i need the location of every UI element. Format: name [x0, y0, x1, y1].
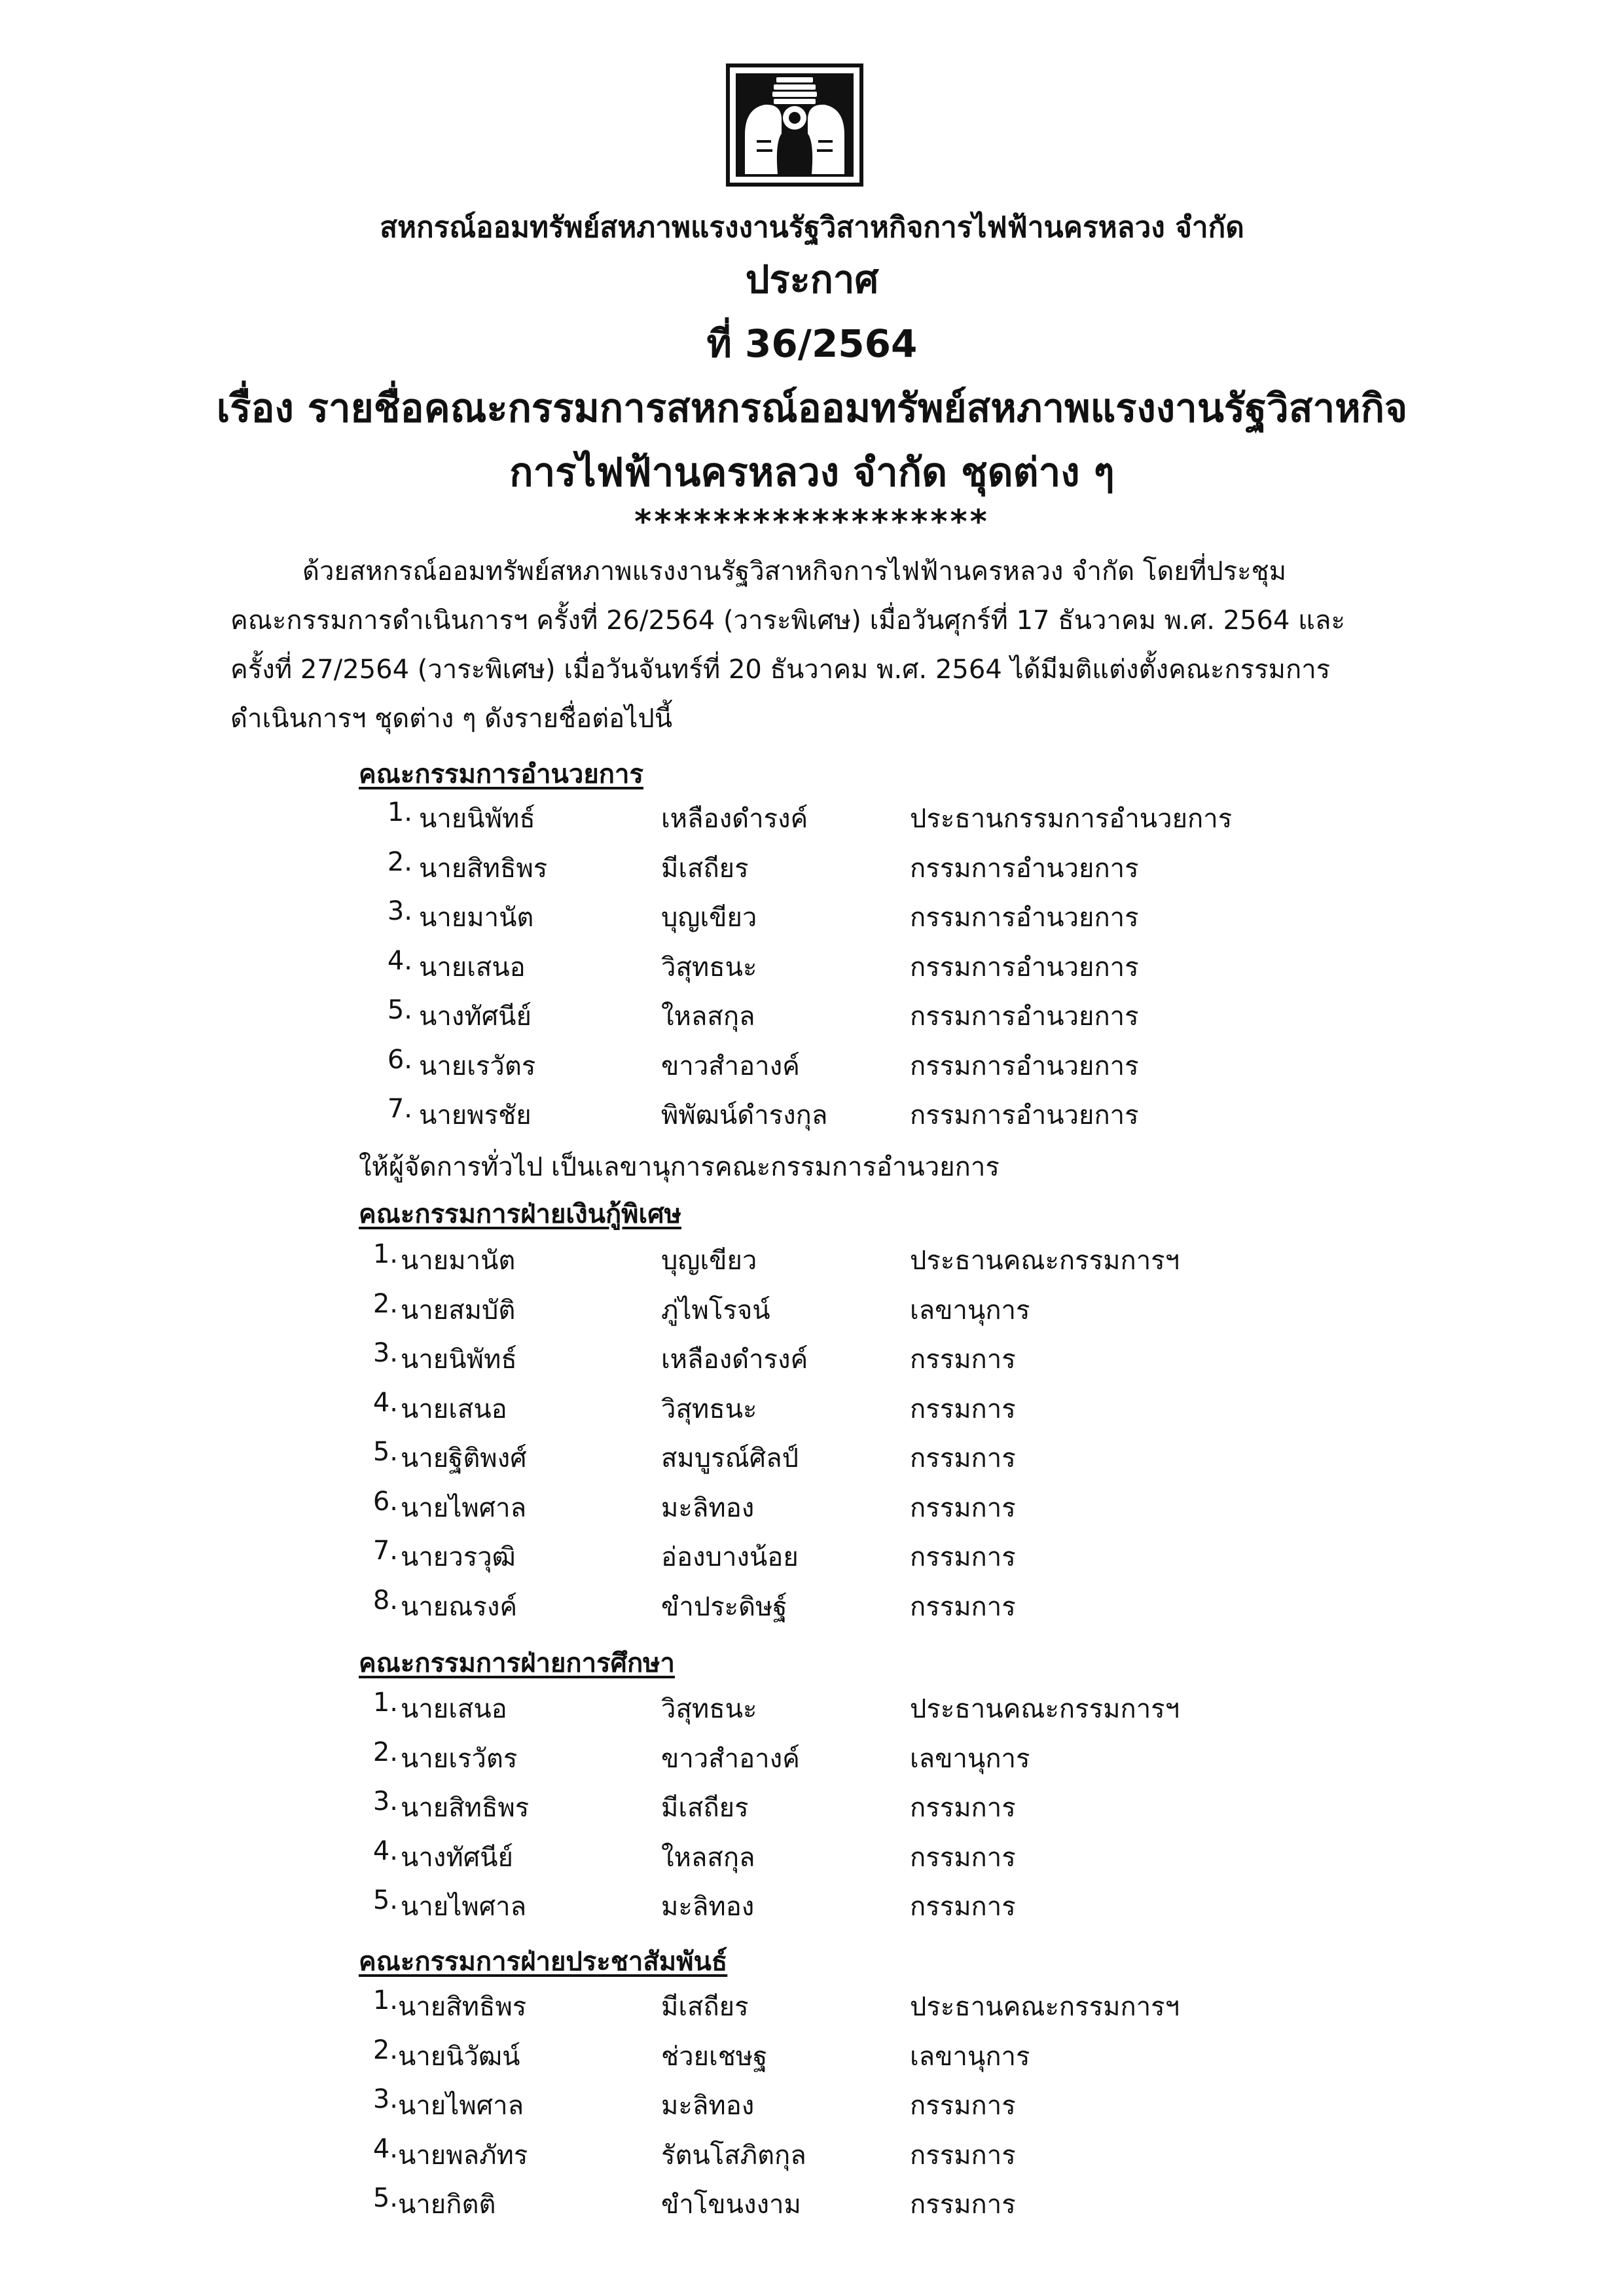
member-name: นายไพศาล — [401, 1492, 527, 1523]
member-name: นายพลภัทร — [398, 2140, 528, 2171]
member-name: นายนิพัทธ์ — [419, 804, 535, 834]
member-role: กรรมการ — [910, 1892, 1016, 1922]
member-role: เลขานุการ — [910, 1295, 1030, 1326]
member-surname: มะลิทอง — [661, 2091, 755, 2121]
member-role: เลขานุการ — [910, 2041, 1030, 2072]
member-role: กรรมการ — [910, 1345, 1016, 1375]
member-surname: ใหลสกุล — [661, 1842, 755, 1873]
member-number: 6. — [372, 1486, 398, 1517]
member-row — [0, 2035, 1571, 2074]
member-surname: มะลิทอง — [661, 1492, 755, 1523]
member-role: กรรมการ — [910, 1842, 1016, 1873]
member-surname: ขำโขนงงาม — [661, 2190, 801, 2220]
member-name: นายณรงค์ — [401, 1591, 518, 1622]
member-role: ประธานกรรมการอำนวยการ — [910, 804, 1233, 834]
organization-name: สหกรณ์ออมทรัพย์สหภาพแรงงานรัฐวิสาหกิจการไฟฟ้านครหลวง จำกัด — [380, 211, 1244, 244]
member-row — [0, 797, 1571, 837]
member-surname: มีเสถียร — [661, 853, 749, 884]
member-row — [0, 1094, 1571, 1133]
member-surname: อ่องบางน้อย — [661, 1542, 799, 1572]
member-name: นางทัศนีย์ — [401, 1842, 513, 1873]
member-name: นายวรวุฒิ — [401, 1542, 516, 1572]
member-surname: มีเสถียร — [661, 1992, 749, 2022]
member-row — [0, 896, 1571, 935]
member-number: 3. — [387, 896, 412, 926]
member-number: 4. — [372, 1387, 398, 1418]
member-row — [0, 946, 1571, 985]
member-name: นายนิวัฒน์ — [398, 2041, 520, 2072]
member-role: กรรมการอำนวยการ — [910, 952, 1139, 983]
member-row — [0, 1239, 1571, 1278]
subject-line-2: การไฟฟ้านครหลวง จำกัด ชุดต่าง ๆ — [509, 450, 1115, 496]
member-name: นายไพศาล — [401, 1892, 527, 1922]
member-row — [0, 1338, 1571, 1377]
member-number: 7. — [387, 1094, 412, 1124]
member-number: 1. — [372, 1239, 398, 1269]
member-row — [0, 1737, 1571, 1777]
member-surname: ช่วยเชษฐ — [661, 2041, 768, 2072]
member-row — [0, 2183, 1571, 2222]
intro-line: ครั้งที่ 27/2564 (วาระพิเศษ) เมื่อวันจันทร์ที่ 20 ธันวาคม พ.ศ. 2564 ได้มีมติแต่งตั้งคณะกรรมการ — [230, 655, 1331, 685]
intro-paragraph — [230, 547, 1376, 744]
member-row — [0, 2134, 1571, 2173]
member-name: นายเรวัตร — [401, 1743, 518, 1774]
member-role: กรรมการ — [910, 1443, 1016, 1473]
member-role: กรรมการอำนวยการ — [910, 853, 1139, 884]
announcement-title: ประกาศ — [745, 257, 879, 302]
member-number: 1. — [372, 1688, 398, 1718]
member-row — [0, 1437, 1571, 1476]
member-surname: สมบูรณ์ศิลป์ — [661, 1443, 799, 1473]
member-role: เลขานุการ — [910, 1743, 1030, 1774]
announcement-number: ที่ 36/2564 — [706, 321, 918, 366]
member-row — [0, 1885, 1571, 1925]
member-role: กรรมการอำนวยการ — [910, 1051, 1139, 1081]
member-name: นายสิทธิพร — [419, 853, 548, 884]
member-surname: รัตนโสภิตกุล — [661, 2140, 806, 2171]
member-name: นายนิพัทธ์ — [401, 1345, 517, 1375]
member-role: กรรมการ — [910, 2091, 1016, 2121]
intro-line: คณะกรรมการดำเนินการฯ ครั้งที่ 26/2564 (วาระพิเศษ) เมื่อวันศุกร์ที่ 17 ธันวาคม พ.ศ. 2564 และ — [230, 605, 1345, 636]
member-name: นายสิทธิพร — [401, 1793, 530, 1823]
committee-heading: คณะกรรมการอำนวยการ — [359, 759, 643, 789]
member-surname: ขำประดิษฐ์ — [661, 1591, 787, 1622]
member-row — [0, 1688, 1571, 1727]
member-role: กรรมการอำนวยการ — [910, 1100, 1139, 1130]
member-surname: ขาวสำอางค์ — [661, 1743, 800, 1774]
member-surname: วิสุทธนะ — [661, 952, 757, 983]
member-number: 8. — [372, 1585, 398, 1616]
member-role: กรรมการ — [910, 2140, 1016, 2171]
member-number: 3. — [372, 2084, 398, 2114]
member-number: 5. — [372, 1885, 398, 1915]
member-name: นายเสนอ — [401, 1394, 507, 1424]
member-number: 6. — [387, 1044, 412, 1075]
member-role: กรรมการอำนวยการ — [910, 903, 1139, 933]
member-number: 2. — [372, 2034, 398, 2065]
member-surname: ภู่ไพโรจน์ — [661, 1295, 770, 1326]
member-number: 1. — [372, 1985, 398, 2015]
member-number: 5. — [387, 995, 412, 1025]
member-surname: ขาวสำอางค์ — [661, 1051, 800, 1081]
member-number: 5. — [372, 1437, 398, 1467]
member-surname: ใหลสกุล — [661, 1002, 755, 1032]
separator: ****************** — [634, 503, 990, 541]
member-role: ประธานคณะกรรมการฯ — [910, 1694, 1180, 1724]
member-surname: วิสุทธนะ — [661, 1394, 757, 1424]
member-surname: เหลืองดำรงค์ — [661, 1345, 808, 1375]
member-surname: บุญเขียว — [661, 903, 757, 933]
member-name: นายฐิติพงศ์ — [401, 1443, 527, 1473]
member-row — [0, 1487, 1571, 1526]
member-number: 3. — [372, 1338, 398, 1368]
member-name: นายเสนอ — [401, 1694, 507, 1724]
member-role: กรรมการ — [910, 1793, 1016, 1823]
member-number: 4. — [387, 945, 412, 976]
member-row — [0, 1985, 1571, 2025]
committee-heading: คณะกรรมการฝ่ายเงินกู้พิเศษ — [359, 1199, 681, 1229]
member-surname: มีเสถียร — [661, 1793, 749, 1823]
member-name: นายมานัต — [419, 903, 534, 933]
member-number: 2. — [372, 1288, 398, 1319]
member-role: ประธานคณะกรรมการฯ — [910, 1992, 1180, 2022]
member-role: กรรมการอำนวยการ — [910, 1002, 1139, 1032]
member-name: นายพรชัย — [419, 1100, 532, 1130]
member-role: ประธานคณะกรรมการฯ — [910, 1246, 1180, 1276]
member-row — [0, 1045, 1571, 1084]
member-surname: มะลิทอง — [661, 1892, 755, 1922]
member-name: นางทัศนีย์ — [419, 1002, 532, 1032]
member-name: นายไพศาล — [398, 2091, 524, 2121]
member-role: กรรมการ — [910, 1591, 1016, 1622]
member-row — [0, 1388, 1571, 1427]
committee-heading: คณะกรรมการฝ่ายประชาสัมพันธ์ — [359, 1947, 728, 1977]
member-row — [0, 1585, 1571, 1625]
member-surname: พิพัฒน์ดำรงกุล — [661, 1100, 828, 1130]
member-number: 2. — [372, 1737, 398, 1767]
member-name: นายมานัต — [401, 1246, 516, 1276]
member-role: กรรมการ — [910, 1542, 1016, 1572]
member-number: 7. — [372, 1536, 398, 1566]
member-number: 2. — [387, 846, 412, 877]
member-surname: วิสุทธนะ — [661, 1694, 757, 1724]
member-number: 5. — [372, 2183, 398, 2213]
member-row — [0, 1836, 1571, 1875]
member-name: นายสมบัติ — [401, 1295, 516, 1326]
cooperative-logo — [725, 63, 864, 187]
member-role: กรรมการ — [910, 1492, 1016, 1523]
member-number: 4. — [372, 2133, 398, 2164]
member-row — [0, 847, 1571, 886]
member-name: นายสิทธิพร — [398, 1992, 527, 2022]
member-row — [0, 995, 1571, 1034]
subject-line-1: เรื่อง รายชื่อคณะกรรมการสหกรณ์ออมทรัพย์สหภาพแรงงานรัฐวิสาหกิจ — [216, 386, 1408, 431]
member-name: นายกิตติ — [398, 2190, 496, 2220]
member-name: นายเสนอ — [419, 952, 526, 983]
member-row — [0, 1786, 1571, 1826]
member-surname: เหลืองดำรงค์ — [661, 804, 808, 834]
member-role: กรรมการ — [910, 2190, 1016, 2220]
member-row — [0, 1289, 1571, 1328]
intro-line: ดำเนินการฯ ชุดต่าง ๆ ดังรายชื่อต่อไปนี้ — [230, 704, 673, 734]
member-number: 4. — [372, 1835, 398, 1866]
member-role: กรรมการ — [910, 1394, 1016, 1424]
member-number: 3. — [372, 1786, 398, 1816]
member-number: 1. — [387, 797, 412, 827]
committee-note: ให้ผู้จัดการทั่วไป เป็นเลขานุการคณะกรรมการอำนวยการ — [359, 1152, 1000, 1182]
member-row — [0, 2084, 1571, 2123]
member-name: นายเรวัตร — [419, 1051, 536, 1081]
member-row — [0, 1536, 1571, 1575]
member-surname: บุญเขียว — [661, 1246, 757, 1276]
intro-line: ด้วยสหกรณ์ออมทรัพย์สหภาพแรงงานรัฐวิสาหกิจการไฟฟ้านครหลวง จำกัด โดยที่ประชุม — [302, 556, 1287, 587]
committee-heading: คณะกรรมการฝ่ายการศึกษา — [359, 1648, 676, 1678]
